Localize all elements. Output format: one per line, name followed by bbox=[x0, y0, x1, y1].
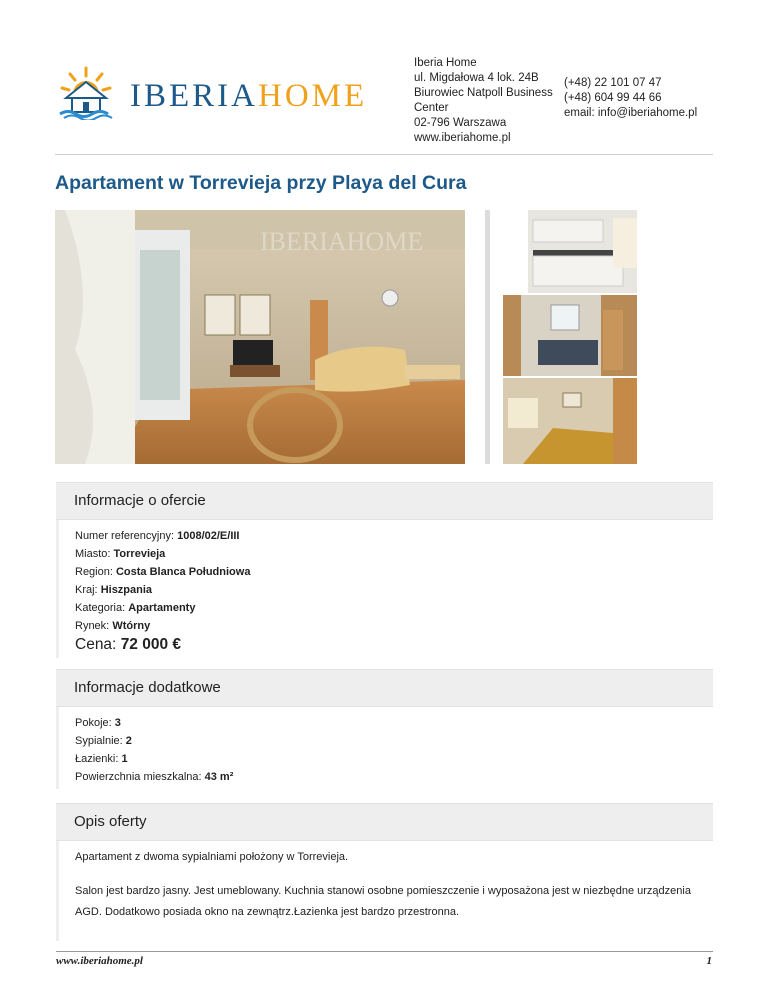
section-title: Informacje o ofercie bbox=[74, 492, 206, 509]
address-line: Biurowiec Natpoll Business bbox=[414, 87, 553, 99]
info-row-living-area: Powierzchnia mieszkalna: 43 m² bbox=[75, 771, 234, 783]
company-address bbox=[414, 56, 564, 146]
info-row-country: Kraj: Hiszpania bbox=[75, 584, 153, 596]
sun-house-icon bbox=[56, 64, 120, 120]
price: Cena: 72 000 € bbox=[75, 636, 182, 653]
info-row-market: Rynek: Wtórny bbox=[75, 620, 151, 632]
svg-text:IBERIAHOME: IBERIAHOME bbox=[260, 227, 424, 256]
footer-website[interactable]: www.iberiahome.pl bbox=[56, 955, 143, 967]
info-row-category: Kategoria: Apartamenty bbox=[75, 602, 196, 614]
phone-2[interactable]: (+48) 604 99 44 66 bbox=[564, 92, 662, 104]
description-paragraph: Apartament z dwoma sypialniami położony w Torrevieja. bbox=[75, 851, 349, 863]
section-header-description bbox=[56, 803, 713, 841]
footer-divider bbox=[56, 951, 713, 952]
section-header-offer-info bbox=[56, 482, 713, 520]
email-link[interactable]: email: info@iberiahome.pl bbox=[564, 107, 698, 119]
info-row-bedrooms: Sypialnie: 2 bbox=[75, 735, 132, 747]
thumb-photo-bedroom-1[interactable] bbox=[503, 295, 637, 376]
info-row-region: Region: Costa Blanca Południowa bbox=[75, 566, 251, 578]
info-row-city: Miasto: Torrevieja bbox=[75, 548, 166, 560]
address-line: 02-796 Warszawa bbox=[414, 117, 507, 129]
offer-info-body bbox=[56, 520, 716, 658]
address-line: Center bbox=[414, 102, 449, 114]
description-body bbox=[56, 841, 716, 941]
address-line: ul. Migdałowa 4 lok. 24B bbox=[414, 72, 539, 84]
thumb-photo-bedroom-2[interactable] bbox=[503, 378, 637, 464]
info-row-reference: Numer referencyjny: 1008/02/E/III bbox=[75, 530, 240, 542]
extra-info-body bbox=[56, 707, 716, 789]
info-row-bathrooms: Łazienki: 1 bbox=[75, 753, 128, 765]
photo-divider bbox=[485, 210, 490, 464]
description-paragraph: Salon jest bardzo jasny. Jest umeblowany. Kuchnia stanowi osobne pomieszczenie i wyposażona jest w niezbędne urządzenia AGD. Dodatkowo posiada okno na zewnątrz.Łazienka jest bardzo przestronna. bbox=[75, 885, 691, 918]
listing-title: Apartament w Torrevieja przy Playa del Cura bbox=[55, 172, 467, 194]
main-photo-living-room[interactable] bbox=[55, 210, 465, 464]
section-header-extra-info bbox=[56, 669, 713, 707]
phone-1[interactable]: (+48) 22 101 07 47 bbox=[564, 77, 662, 89]
header-divider bbox=[55, 154, 713, 155]
page-number: 1 bbox=[706, 955, 712, 967]
logo-wordmark: IBERIAHOME bbox=[130, 78, 368, 114]
address-line: Iberia Home bbox=[414, 57, 477, 69]
website-link[interactable]: www.iberiahome.pl bbox=[414, 132, 511, 144]
company-contact bbox=[564, 76, 754, 121]
thumb-photo-kitchen[interactable] bbox=[503, 210, 637, 293]
section-title: Informacje dodatkowe bbox=[74, 679, 221, 696]
info-row-rooms: Pokoje: 3 bbox=[75, 717, 121, 729]
iberiahome-logo bbox=[56, 64, 376, 120]
section-title: Opis oferty bbox=[74, 813, 147, 830]
